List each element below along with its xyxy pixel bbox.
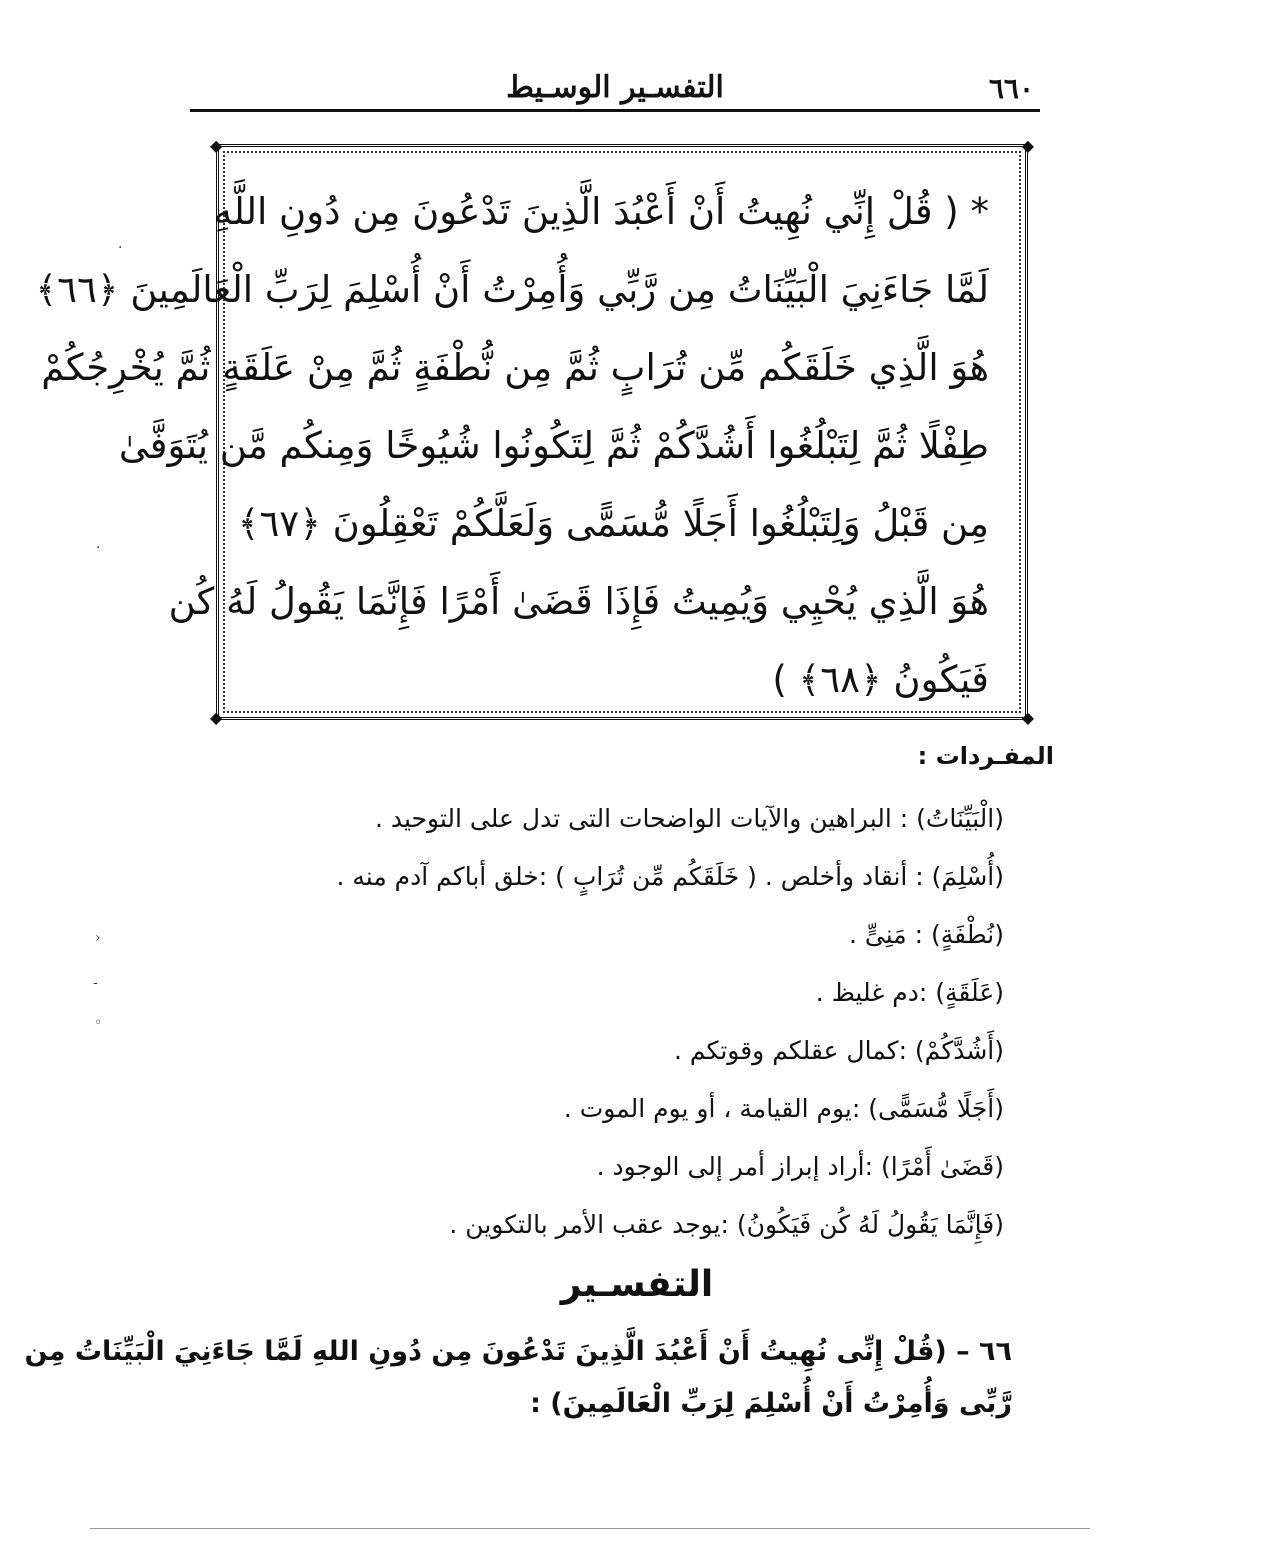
verse-line: * ( قُلْ إِنِّي نُهِيتُ أَنْ أَعْبُدَ الَّذِينَ تَدْعُونَ مِن دُونِ اللَّهِ [213,190,989,233]
diamond-ornament-icon: ◆ [210,136,223,155]
scan-speck: ◦ [94,1015,103,1031]
commentary-line: رَّبِّى وَأُمِرْتُ أَنْ أُسْلِمَ لِرَبِّ الْعَالَمِينَ) : [530,1388,1012,1419]
glossary-heading: المفـردات : [917,742,1054,770]
glossary-item: (قَضَىٰ أَمْرًا) :أراد إبراز أمر إلى الوجود . [596,1152,1004,1181]
verse-line: فَيَكُونُ ﴿٦٨﴾ ) [772,658,989,701]
verse-line: طِفْلًا ثُمَّ لِتَبْلُغُوا أَشُدَّكُمْ ثُمَّ لِتَكُونُوا شُيُوخًا وَمِنكُم مَّن يُتَوَفَّىٰ [118,424,989,467]
page-number: ٦٦٠ [988,72,1034,105]
running-title: التفسـير الوسـيط [506,70,724,105]
glossary-list [260,790,1004,1254]
header-rule [190,109,1040,112]
verse-line: هُوَ الَّذِي خَلَقَكُم مِّن تُرَابٍ ثُمَّ مِن نُّطْفَةٍ ثُمَّ مِنْ عَلَقَةٍ ثُمَّ يُخْرِجُكُمْ [41,346,989,389]
tafsir-commentary [24,1326,1012,1430]
glossary-item: (عَلَقَةٍ) :دم غليظ . [815,978,1004,1007]
verse-line: هُوَ الَّذِي يُحْيِي وَيُمِيتُ فَإِذَا قَضَىٰ أَمْرًا فَإِنَّمَا يَقُولُ لَهُ كُن [168,580,989,623]
quran-verse-frame [35,136,1034,727]
glossary-item: (الْبَيِّنَاتُ) : البراهين والآيات الواضحات التى تدل على التوحيد . [374,804,1004,833]
bottom-rule [90,1528,1090,1529]
glossary-item: (أَجَلًا مُّسَمًّى) :يوم القيامة ، أو يوم الموت . [563,1094,1004,1123]
glossary-item: (نُطْفَةٍ) : مَنِىٍّ . [848,920,1004,949]
glossary-item: (فَإِنَّمَا يَقُولُ لَهُ كُن فَيَكُونُ) :يوجد عقب الأمر بالتكوين . [449,1210,1004,1239]
diamond-ornament-icon: ◆ [1021,708,1034,727]
glossary-item: (أَشُدَّكُمْ) :كمال عقلكم وقوتكم . [674,1036,1004,1065]
page-header [190,60,1040,112]
diamond-ornament-icon: ◆ [210,708,223,727]
verse-text [35,173,989,719]
scan-speck: › [95,930,101,946]
verse-line: لَمَّا جَاءَنِيَ الْبَيِّنَاتُ مِن رَّبِّي وَأُمِرْتُ أَنْ أُسْلِمَ لِرَبِّ الْعَالَمِينَ ﴿٦٦﴾ [35,268,989,311]
tafsir-heading: التفسـير [560,1264,714,1305]
commentary-line: ٦٦ – (قُلْ إِنِّى نُهِيتُ أَنْ أَعْبُدَ الَّذِينَ تَدْعُونَ مِن دُونِ اللهِ لَمَّا جَاءَنِيَ الْبَيِّنَاتُ مِن [24,1336,1012,1367]
scan-speck: ‐ [93,975,98,991]
diamond-ornament-icon: ◆ [1021,136,1034,155]
scan-speck: · [96,540,101,556]
glossary-item: (أُسْلِمَ) : أنقاد وأخلص . ( خَلَقَكُم مِّن تُرَابٍ ) :خلق أباكم آدم منه . [336,862,1004,891]
scan-speck: · [118,240,123,256]
verse-line: مِن قَبْلُ وَلِتَبْلُغُوا أَجَلًا مُّسَمًّى وَلَعَلَّكُمْ تَعْقِلُونَ ﴿٦٧﴾ [237,502,989,545]
